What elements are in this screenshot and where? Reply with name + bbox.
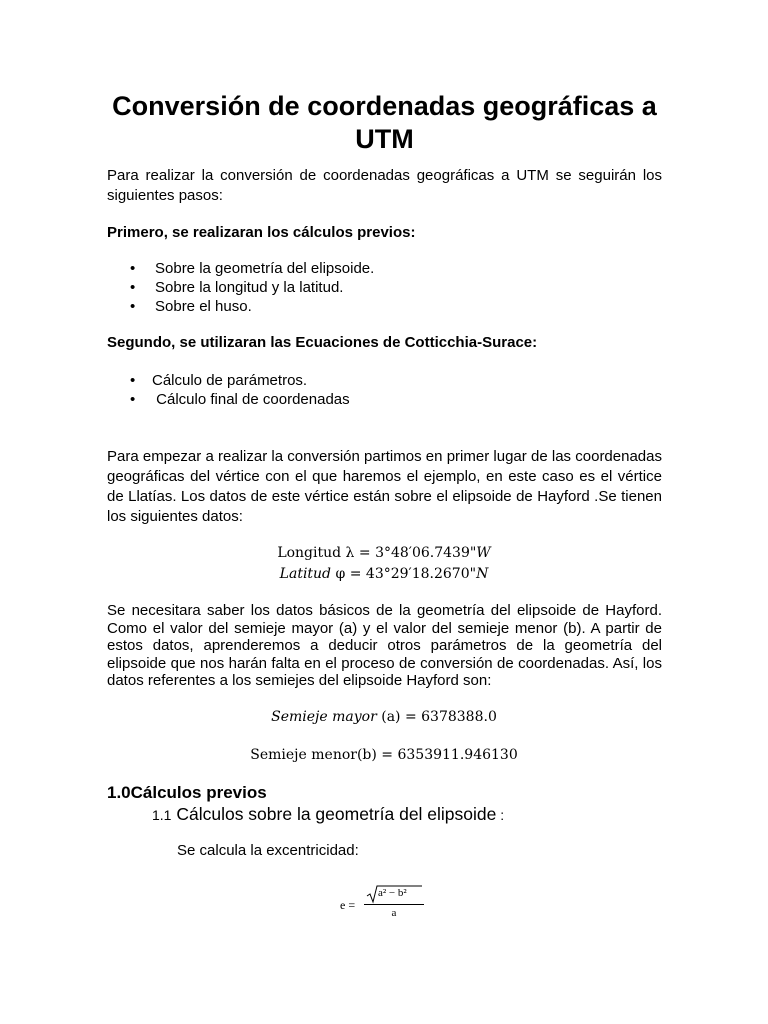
latitude-label: Latitud — [279, 566, 332, 582]
longitude-equation — [0, 543, 768, 563]
formula-lhs: e = — [340, 898, 356, 912]
longitude-direction: W — [476, 545, 491, 561]
step2-list — [130, 371, 350, 409]
excentricidad-text: Se calcula la excentricidad: — [177, 842, 359, 859]
subsection-number: 1.1 — [152, 807, 172, 823]
list-item: • Sobre la geometría del elipsoide. — [130, 259, 374, 278]
step1-heading: Primero, se realizaran los cálculos previos: — [107, 224, 416, 241]
subsection-colon: : — [496, 807, 505, 823]
start-paragraph: Para empezar a realizar la conversión partimos en primer lugar de las coordenadas geográficas del vértice con el que haremos el ejemplo, en este caso es el vértice de Llatías. Los datos de este vértice están sobre el elipsoide de Hayford .Se tienen los siguientes datos: — [107, 448, 662, 525]
semieje-mayor-value: (a) = 6378388.0 — [376, 709, 497, 725]
formula-numerator — [364, 884, 424, 905]
formula-fraction — [364, 884, 424, 919]
latitude-direction: N — [476, 566, 489, 582]
semieje-mayor-equation — [0, 707, 768, 727]
semieje-menor-value: (b) = 6353911.946130 — [356, 747, 518, 763]
semiejes-paragraph: Se necesitara saber los datos básicos de la geometría del elipsoide de Hayford. Como el valor del semieje mayor (a) y el valor del semieje menor (b). A partir de estos datos, aprenderemos a deducir otros parámetros de la geometría del elipsoide que nos harán falta en el proceso de conversión de coordenadas. Así, los datos referentes a los semiejes del elipsoide Hayford son: — [107, 602, 662, 689]
intro-paragraph: Para realizar la conversión de coordenadas geográficas a UTM se seguirán los siguientes pasos: — [107, 167, 662, 204]
semieje-mayor-label: Semieje mayor — [271, 709, 377, 725]
page-title — [107, 90, 662, 156]
formula-radicand: a² − b² — [378, 887, 407, 899]
latitude-equation — [0, 564, 768, 584]
list-item: • Cálculo de parámetros. — [130, 371, 350, 390]
subsection-heading — [152, 803, 504, 826]
step2-heading: Segundo, se utilizaran las Ecuaciones de Cotticchia-Surace: — [107, 334, 538, 351]
subsection-title: Cálculos sobre la geometría del elipsoide — [171, 804, 497, 824]
longitude-value: λ = 3°48′06.7439" — [341, 545, 477, 561]
semieje-menor-label: Semieje menor — [250, 747, 357, 763]
longitude-label: Longitud — [277, 545, 342, 561]
title-line-2: UTM — [355, 124, 414, 154]
semieje-menor-equation — [0, 745, 768, 765]
title-line-1: Conversión de coordenadas geográficas a — [112, 91, 657, 121]
section-heading: 1.0Cálculos previos — [107, 783, 267, 802]
step1-list — [130, 259, 374, 316]
formula-denominator: a — [391, 907, 397, 919]
latitude-value: φ = 43°29′18.2670" — [331, 566, 477, 582]
list-item: • Sobre la longitud y la latitud. — [130, 278, 374, 297]
list-item: • Cálculo final de coordenadas — [130, 390, 350, 409]
list-item: • Sobre el huso. — [130, 297, 374, 316]
